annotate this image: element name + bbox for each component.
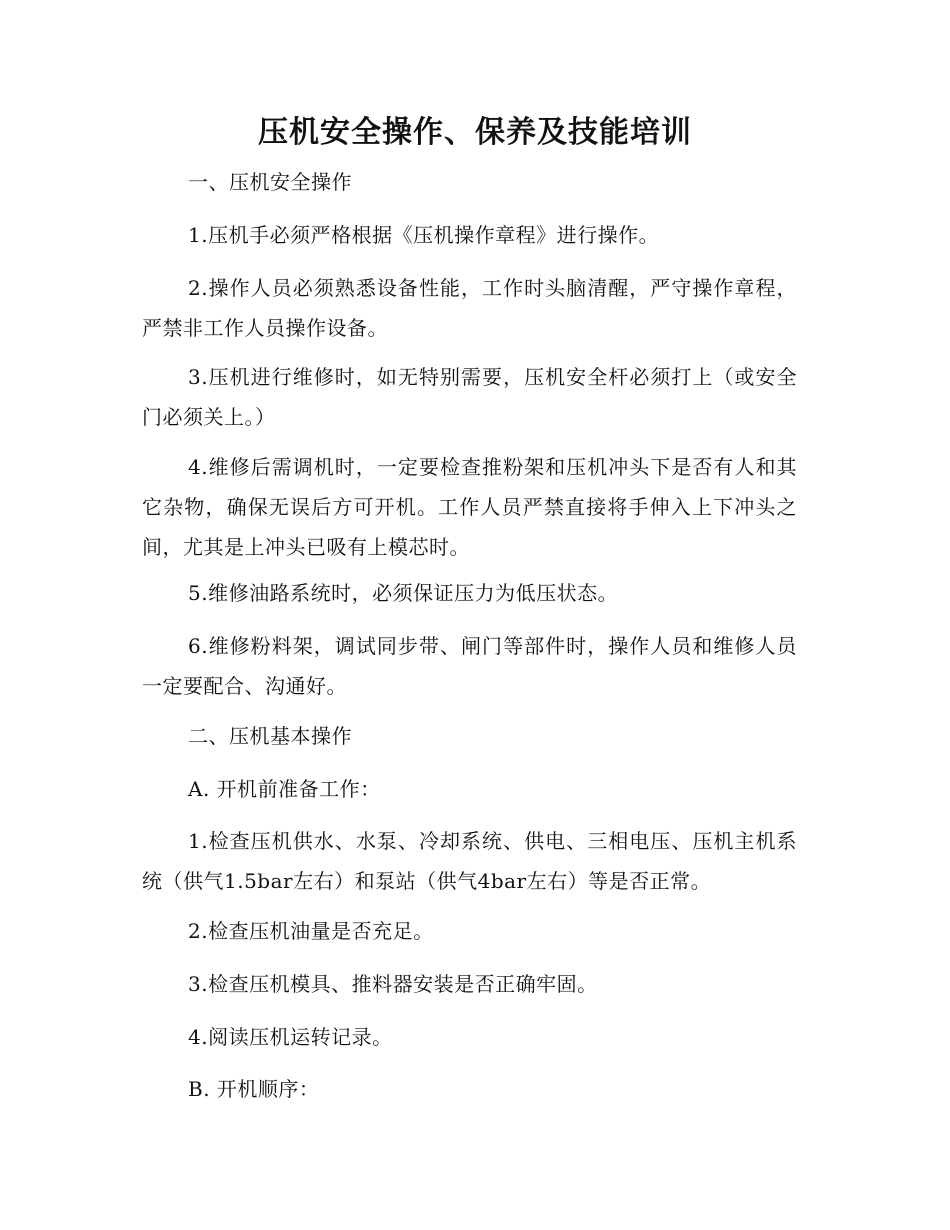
paragraph-item: 5.维修油路系统时，必须保证压力为低压状态。 [188,581,619,605]
subsection-heading-startup: B. 开机顺序： [188,1077,320,1101]
paragraph-item: 2.操作人员必须熟悉设备性能，工作时头脑清醒，严守操作章程，严禁非工作人员操作设备。 [142,276,797,340]
section-heading-basic: 二、压机基本操作 [188,724,352,748]
paragraph-item: 6.维修粉料架，调试同步带、闸门等部件时，操作人员和维修人员一定要配合、沟通好。 [142,634,797,698]
paragraph-item: 2.检查压机油量是否充足。 [188,919,434,943]
paragraph-item: 4.阅读压机运转记录。 [188,1025,393,1049]
section-heading-safety: 一、压机安全操作 [188,170,352,194]
paragraph-item: 4.维修后需调机时，一定要检查推粉架和压机冲头下是否有人和其它杂物，确保无误后方可开机。工作人员严禁直接将手伸入上下冲头之间，尤其是上冲头已吸有上模芯时。 [142,455,797,559]
paragraph-item: 3.检查压机模具、推料器安装是否正确牢固。 [188,972,598,996]
paragraph-item: 3.压机进行维修时，如无特别需要，压机安全杆必须打上（或安全门必须关上。） [142,365,797,429]
subsection-heading-prep: A. 开机前准备工作： [188,777,381,801]
paragraph-item: 1.压机手必须严格根据《压机操作章程》进行操作。 [188,223,660,247]
paragraph-item: 1.检查压机供水、水泵、冷却系统、供电、三相电压、压机主机系统（供气1.5bar左右）和泵站（供气4bar左右）等是否正常。 [142,829,797,893]
document-title: 压机安全操作、保养及技能培训 [258,115,692,150]
